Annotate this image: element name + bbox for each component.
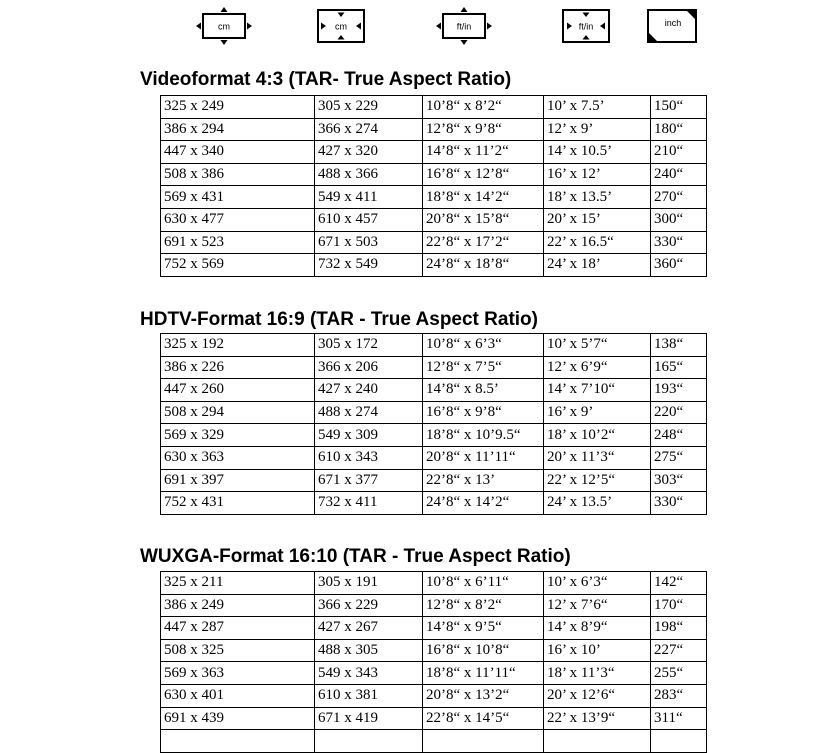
cm-outer-cell: 508 x 386 [161, 163, 315, 186]
cm-outer-cell: 325 x 192 [161, 334, 315, 357]
inch-diagonal-cell: 240“ [651, 163, 707, 186]
ftin-outer-cell [423, 730, 544, 753]
ftin-outer-cell: 18’8“ x 14’2“ [423, 186, 544, 209]
cm-inner-cell: 366 x 229 [315, 594, 423, 617]
ftin-outer-cell: 14’8“ x 11’2“ [423, 141, 544, 164]
cm-inner-cell: 427 x 320 [315, 141, 423, 164]
section-title-videoformat: Videoformat 4:3 (TAR- True Aspect Ratio) [140, 69, 512, 90]
cm-inner-cell: 671 x 503 [315, 231, 423, 254]
inch-diagonal-cell [651, 730, 707, 753]
column-header-icons [0, 0, 840, 60]
ftin-inner-cell: 20’ x 12’6“ [544, 684, 651, 707]
table-row [161, 141, 707, 164]
cm-outer-cell: 447 x 287 [161, 617, 315, 640]
ftin-outer-cell: 18’8“ x 10’9.5“ [423, 424, 544, 447]
ftin-outer-cell: 16’8“ x 10’8“ [423, 639, 544, 662]
ftin-inner-cell: 14’ x 8’9“ [544, 617, 651, 640]
cm-outer-cell: 508 x 294 [161, 401, 315, 424]
table-row [161, 662, 707, 685]
ftin-outer-cell: 24’8“ x 18’8“ [423, 254, 544, 277]
inch-diagonal-cell: 193“ [651, 379, 707, 402]
cm-inner-cell: 610 x 381 [315, 684, 423, 707]
inch-diagonal-icon [644, 6, 704, 46]
ftin-inner-cell: 10’ x 7.5’ [544, 96, 651, 119]
ftin-inner-cell: 20’ x 15’ [544, 208, 651, 231]
table-row [161, 639, 707, 662]
cm-outer-cell [161, 730, 315, 753]
cm-inner-cell: 610 x 343 [315, 446, 423, 469]
ftin-inner-cell: 12’ x 6’9“ [544, 356, 651, 379]
cm-inner-cell: 427 x 240 [315, 379, 423, 402]
ftin-outer-cell: 12’8“ x 8’2“ [423, 594, 544, 617]
ftin-outer-cell: 10’8“ x 8’2“ [423, 96, 544, 119]
cm-outer-cell: 691 x 439 [161, 707, 315, 730]
section-title-wuxga: WUXGA-Format 16:10 (TAR - True Aspect Ratio) [140, 546, 571, 567]
ftin-inner-cell: 10’ x 6’3“ [544, 572, 651, 595]
table-row [161, 118, 707, 141]
cm-inner-cell: 488 x 274 [315, 401, 423, 424]
ftin-outer-cell: 12’8“ x 9’8“ [423, 118, 544, 141]
table-row [161, 356, 707, 379]
size-table-hdtv [160, 333, 707, 515]
cm-outer-cell: 752 x 569 [161, 254, 315, 277]
ftin-inner-cell: 14’ x 10.5’ [544, 141, 651, 164]
table-row [161, 334, 707, 357]
cm-inner-cell: 732 x 411 [315, 492, 423, 515]
ftin-inner-cell: 20’ x 11’3“ [544, 446, 651, 469]
cm-inner-cell: 488 x 366 [315, 163, 423, 186]
table-row [161, 401, 707, 424]
cm-outer-cell: 691 x 397 [161, 469, 315, 492]
ftin-outward-arrows-icon [434, 6, 494, 46]
cm-outer-cell: 325 x 249 [161, 96, 315, 119]
inch-diagonal-cell: 227“ [651, 639, 707, 662]
ftin-outer-cell: 20’8“ x 11’11“ [423, 446, 544, 469]
ftin-inner-cell: 12’ x 7’6“ [544, 594, 651, 617]
table-row [161, 594, 707, 617]
inch-diagonal-cell: 255“ [651, 662, 707, 685]
inch-diagonal-cell: 283“ [651, 684, 707, 707]
cm-outer-cell: 691 x 523 [161, 231, 315, 254]
svg-text:cm: cm [218, 21, 230, 32]
ftin-outer-cell: 10’8“ x 6’11“ [423, 572, 544, 595]
ftin-inner-cell: 22’ x 12’5“ [544, 469, 651, 492]
ftin-inner-cell: 18’ x 13.5’ [544, 186, 651, 209]
inch-diagonal-cell: 360“ [651, 254, 707, 277]
table-row [161, 617, 707, 640]
size-table-wuxga [160, 571, 707, 753]
inch-diagonal-cell: 170“ [651, 594, 707, 617]
cm-inner-cell: 305 x 172 [315, 334, 423, 357]
inch-diagonal-cell: 303“ [651, 469, 707, 492]
ftin-inner-cell: 22’ x 13’9“ [544, 707, 651, 730]
ftin-outer-cell: 18’8“ x 11’11“ [423, 662, 544, 685]
ftin-inner-cell [544, 730, 651, 753]
cm-inner-cell [315, 730, 423, 753]
inch-diagonal-cell: 330“ [651, 231, 707, 254]
cm-outer-cell: 569 x 329 [161, 424, 315, 447]
ftin-outer-cell: 24’8“ x 14’2“ [423, 492, 544, 515]
table-row [161, 186, 707, 209]
table-row [161, 572, 707, 595]
inch-diagonal-cell: 138“ [651, 334, 707, 357]
cm-inward-arrows-icon [311, 6, 371, 46]
ftin-outer-cell: 12’8“ x 7’5“ [423, 356, 544, 379]
cm-outer-cell: 325 x 211 [161, 572, 315, 595]
ftin-inner-cell: 16’ x 10’ [544, 639, 651, 662]
ftin-inner-cell: 18’ x 11’3“ [544, 662, 651, 685]
cm-inner-cell: 610 x 457 [315, 208, 423, 231]
ftin-inner-cell: 10’ x 5’7“ [544, 334, 651, 357]
ftin-outer-cell: 22’8“ x 13’ [423, 469, 544, 492]
ftin-inner-cell: 16’ x 9’ [544, 401, 651, 424]
cm-inner-cell: 671 x 377 [315, 469, 423, 492]
cm-inner-cell: 671 x 419 [315, 707, 423, 730]
ftin-inner-cell: 24’ x 18’ [544, 254, 651, 277]
ftin-outer-cell: 14’8“ x 8.5’ [423, 379, 544, 402]
cm-inner-cell: 427 x 267 [315, 617, 423, 640]
inch-diagonal-cell: 150“ [651, 96, 707, 119]
cm-outer-cell: 386 x 249 [161, 594, 315, 617]
table-row [161, 96, 707, 119]
table-row [161, 469, 707, 492]
cm-inner-cell: 366 x 274 [315, 118, 423, 141]
cm-inner-cell: 305 x 229 [315, 96, 423, 119]
ftin-inward-arrows-icon [556, 6, 616, 46]
inch-diagonal-cell: 198“ [651, 617, 707, 640]
inch-diagonal-cell: 210“ [651, 141, 707, 164]
ftin-inner-cell: 16’ x 12’ [544, 163, 651, 186]
ftin-inner-cell: 22’ x 16.5“ [544, 231, 651, 254]
table-row [161, 163, 707, 186]
inch-diagonal-cell: 142“ [651, 572, 707, 595]
cm-outward-arrows-icon [194, 6, 254, 46]
cm-inner-cell: 488 x 305 [315, 639, 423, 662]
inch-diagonal-cell: 165“ [651, 356, 707, 379]
cm-outer-cell: 386 x 226 [161, 356, 315, 379]
ftin-inner-cell: 18’ x 10’2“ [544, 424, 651, 447]
cm-inner-cell: 732 x 549 [315, 254, 423, 277]
cm-outer-cell: 447 x 340 [161, 141, 315, 164]
table-row [161, 707, 707, 730]
inch-diagonal-cell: 180“ [651, 118, 707, 141]
table-row [161, 492, 707, 515]
cm-inner-cell: 549 x 309 [315, 424, 423, 447]
ftin-outer-cell: 10’8“ x 6’3“ [423, 334, 544, 357]
cm-outer-cell: 447 x 260 [161, 379, 315, 402]
cm-outer-cell: 386 x 294 [161, 118, 315, 141]
ftin-outer-cell: 16’8“ x 12’8“ [423, 163, 544, 186]
ftin-inner-cell: 24’ x 13.5’ [544, 492, 651, 515]
table-row [161, 254, 707, 277]
cm-outer-cell: 630 x 477 [161, 208, 315, 231]
size-table-videoformat [160, 95, 707, 277]
cm-inner-cell: 305 x 191 [315, 572, 423, 595]
inch-diagonal-cell: 311“ [651, 707, 707, 730]
ftin-outer-cell: 20’8“ x 13’2“ [423, 684, 544, 707]
inch-diagonal-cell: 300“ [651, 208, 707, 231]
ftin-inner-cell: 12’ x 9’ [544, 118, 651, 141]
inch-diagonal-cell: 270“ [651, 186, 707, 209]
ftin-outer-cell: 16’8“ x 9’8“ [423, 401, 544, 424]
cm-outer-cell: 569 x 363 [161, 662, 315, 685]
cm-outer-cell: 630 x 401 [161, 684, 315, 707]
table-row [161, 208, 707, 231]
svg-text:ft/in: ft/in [456, 21, 472, 32]
inch-diagonal-cell: 330“ [651, 492, 707, 515]
inch-diagonal-cell: 220“ [651, 401, 707, 424]
svg-text:ft/in: ft/in [578, 21, 594, 32]
cm-inner-cell: 549 x 411 [315, 186, 423, 209]
ftin-inner-cell: 14’ x 7’10“ [544, 379, 651, 402]
table-row [161, 379, 707, 402]
table-row [161, 730, 707, 753]
table-row [161, 446, 707, 469]
cm-outer-cell: 752 x 431 [161, 492, 315, 515]
svg-text:cm: cm [335, 21, 347, 32]
ftin-outer-cell: 22’8“ x 14’5“ [423, 707, 544, 730]
table-row [161, 424, 707, 447]
ftin-outer-cell: 14’8“ x 9’5“ [423, 617, 544, 640]
svg-text:inch: inch [664, 18, 682, 28]
inch-diagonal-cell: 248“ [651, 424, 707, 447]
inch-diagonal-cell: 275“ [651, 446, 707, 469]
cm-inner-cell: 549 x 343 [315, 662, 423, 685]
cm-outer-cell: 569 x 431 [161, 186, 315, 209]
table-row [161, 684, 707, 707]
cm-inner-cell: 366 x 206 [315, 356, 423, 379]
ftin-outer-cell: 22’8“ x 17’2“ [423, 231, 544, 254]
cm-outer-cell: 508 x 325 [161, 639, 315, 662]
cm-outer-cell: 630 x 363 [161, 446, 315, 469]
section-title-hdtv: HDTV-Format 16:9 (TAR - True Aspect Ratio) [140, 309, 538, 330]
table-row [161, 231, 707, 254]
ftin-outer-cell: 20’8“ x 15’8“ [423, 208, 544, 231]
